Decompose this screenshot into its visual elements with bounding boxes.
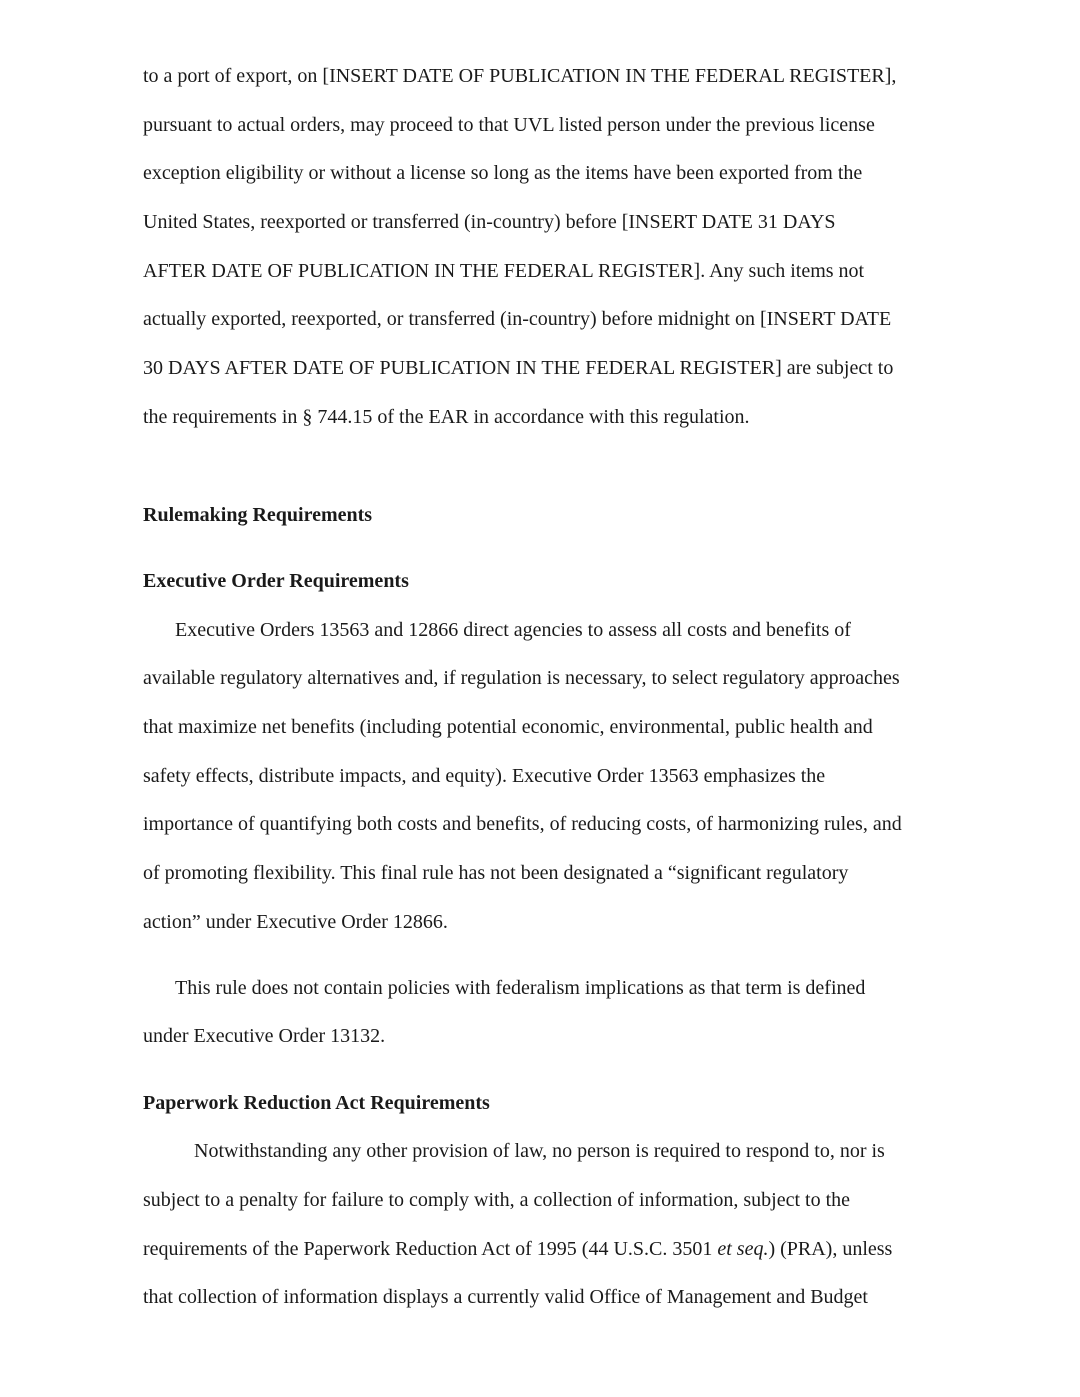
paragraph-line: Executive Orders 13563 and 12866 direct agencies to assess all costs and benefits of xyxy=(175,619,851,641)
section-heading-rulemaking: Rulemaking Requirements xyxy=(143,504,373,526)
paragraph-line: available regulatory alternatives and, if regulation is necessary, to select regulatory approaches xyxy=(143,667,900,689)
paragraph-line: United States, reexported or transferred (in-country) before [INSERT DATE 31 DAYS xyxy=(143,211,836,233)
paragraph-line: that collection of information displays a currently valid Office of Management and Budget xyxy=(143,1286,868,1308)
paragraph-line: under Executive Order 13132. xyxy=(143,1025,386,1047)
paragraph-line: safety effects, distribute impacts, and equity). Executive Order 13563 emphasizes the xyxy=(143,765,826,787)
paragraph-line: action” under Executive Order 12866. xyxy=(143,911,448,933)
paragraph-line: 30 DAYS AFTER DATE OF PUBLICATION IN THE FEDERAL REGISTER] are subject to xyxy=(143,357,894,379)
paragraph-line: pursuant to actual orders, may proceed to that UVL listed person under the previous license xyxy=(143,114,875,136)
italic-citation: et seq. xyxy=(717,1238,769,1260)
paragraph-line: of promoting flexibility. This final rule has not been designated a “significant regulatory xyxy=(143,862,849,884)
paragraph-line xyxy=(143,1237,892,1261)
paragraph-line: subject to a penalty for failure to comply with, a collection of information, subject to the xyxy=(143,1189,851,1211)
paragraph-line: to a port of export, on [INSERT DATE OF PUBLICATION IN THE FEDERAL REGISTER], xyxy=(143,65,897,87)
paragraph-line: importance of quantifying both costs and benefits, of reducing costs, of harmonizing rules, and xyxy=(143,813,902,835)
paragraph-line-text: requirements of the Paperwork Reduction Act of 1995 (44 U.S.C. 3501 xyxy=(143,1238,718,1260)
paragraph-line: actually exported, reexported, or transferred (in-country) before midnight on [INSERT DATE xyxy=(143,308,892,330)
paragraph-line: Notwithstanding any other provision of law, no person is required to respond to, nor is xyxy=(194,1140,885,1162)
paragraph-line: AFTER DATE OF PUBLICATION IN THE FEDERAL REGISTER]. Any such items not xyxy=(143,260,865,282)
paragraph-line: This rule does not contain policies with federalism implications as that term is defined xyxy=(175,977,866,999)
paragraph-line: the requirements in § 744.15 of the EAR in accordance with this regulation. xyxy=(143,406,750,428)
paragraph-line-text: ) (PRA), unless xyxy=(768,1238,893,1260)
section-heading-paperwork: Paperwork Reduction Act Requirements xyxy=(143,1092,490,1114)
paragraph-line: exception eligibility or without a license so long as the items have been exported from the xyxy=(143,162,863,184)
section-heading-executive-order: Executive Order Requirements xyxy=(143,570,409,592)
paragraph-line: that maximize net benefits (including potential economic, environmental, public health and xyxy=(143,716,873,738)
